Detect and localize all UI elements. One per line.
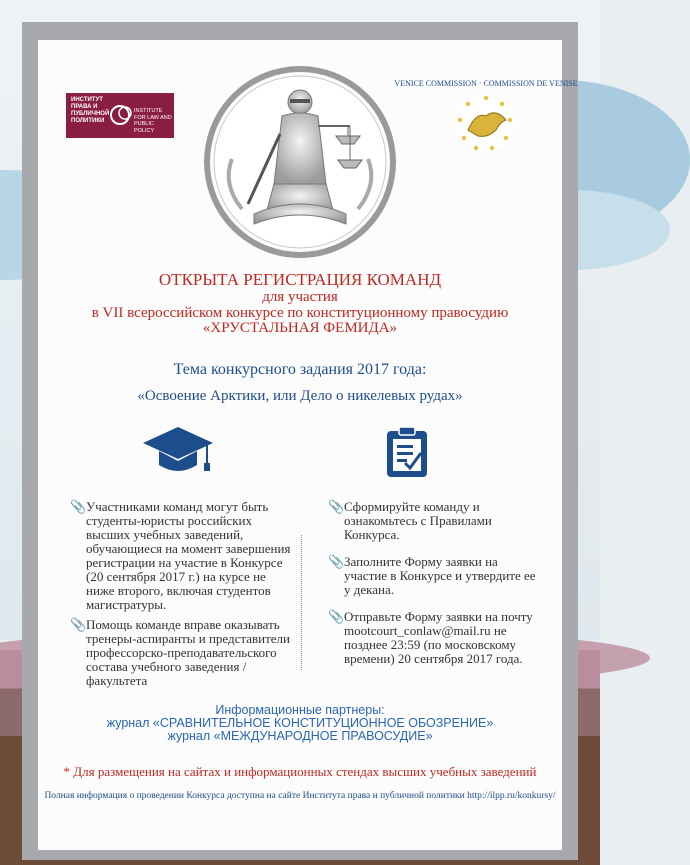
full-info-link[interactable]: Полная информация о проведении Конкурса доступна на сайте Института права и публичной политики http://ilpp.ru/konkursy/ xyxy=(44,791,556,801)
steps-column xyxy=(328,500,540,679)
footnote: * Для размещения на сайтах и информационных стендах высших учебных заведений xyxy=(63,764,537,779)
competition-name: «ХРУСТАЛЬНАЯ ФЕМИДА» xyxy=(202,320,398,336)
competition-description: в VII всероссийском конкурсе по конституционному правосудию xyxy=(91,305,509,321)
registration-subheading: для участия xyxy=(262,289,338,305)
ilpp-logo xyxy=(66,93,174,138)
paperclip-icon: 📎 xyxy=(70,617,87,632)
participants-column xyxy=(70,500,292,694)
clipboard-check-icon xyxy=(385,425,429,479)
paperclip-icon: 📎 xyxy=(70,499,87,514)
paperclip-icon: 📎 xyxy=(328,554,345,569)
topic-title: «Освоение Арктики, или Дело о никелевых рудах» xyxy=(137,388,463,404)
paperclip-icon: 📎 xyxy=(328,499,345,514)
paperclip-icon: 📎 xyxy=(328,609,345,624)
graduation-cap-icon xyxy=(141,425,215,475)
partner-journal-1: журнал «СРАВНИТЕЛЬНОЕ КОНСТИТУЦИОННОЕ ОБОЗРЕНИЕ» xyxy=(106,716,494,730)
venice-seal-text: VENICE COMMISSION · COMMISSION DE VENISE xyxy=(394,79,578,88)
list-item: 📎 Участниками команд могут быть студенты-юристы российских высших учебных заведений, обучающиеся на момент завершения регистрации на участие в Конкурсе (20 сентября 2017 г.) на курсе не ниже второго, включая студентов магистратуры. xyxy=(70,499,291,612)
registration-heading: ОТКРЫТА РЕГИСТРАЦИЯ КОМАНД xyxy=(158,270,442,289)
partner-journal-2: журнал «МЕЖДУНАРОДНОЕ ПРАВОСУДИЕ» xyxy=(167,729,433,743)
topic-label: Тема конкурсного задания 2017 года: xyxy=(173,361,427,378)
ilpp-logo-icon xyxy=(110,99,134,131)
column-divider xyxy=(301,535,302,670)
partners-label: Информационные партнеры: xyxy=(215,703,385,717)
list-item: 📎 Сформируйте команду и ознакомьтесь с Правилами Конкурса. xyxy=(328,499,492,542)
venice-commission-seal xyxy=(394,72,578,172)
list-item: 📎 Заполните Форму заявки на участие в Конкурсе и утвердите ее у декана. xyxy=(328,554,536,597)
ilpp-logo-en: INSTITUTE FOR LAW AND PUBLIC POLICY xyxy=(134,108,172,134)
list-item: 📎 Отправьте Форму заявки на почту mootcourt_conlaw@mail.ru не позднее 23:59 (по московскому времени) 20 сентября 2017 года. xyxy=(328,609,533,666)
list-item: 📎 Помощь команде вправе оказывать тренеры-аспиранты и представители профессорско-преподавательского состава учебного заведения / факультета xyxy=(70,617,290,688)
themis-emblem xyxy=(202,64,398,260)
ilpp-logo-ru: ИНСТИТУТ ПРАВА И ПУБЛИЧНОЙ ПОЛИТИКИ xyxy=(71,97,110,124)
